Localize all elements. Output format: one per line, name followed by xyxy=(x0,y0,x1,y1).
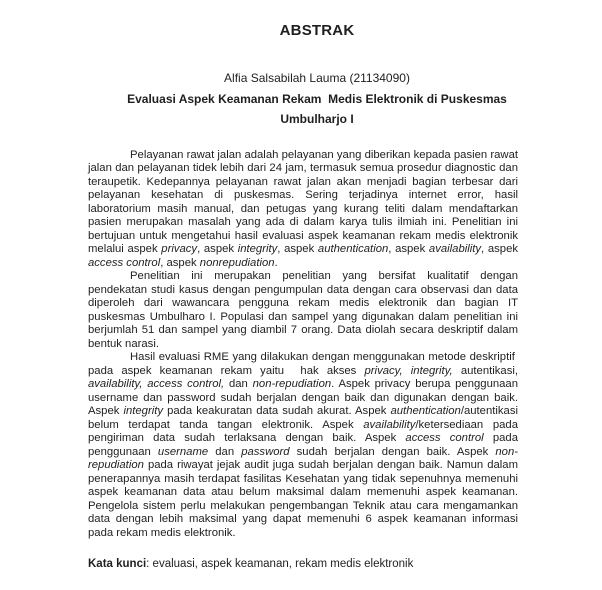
keywords-text: : evaluasi, aspek keamanan, rekam medis elektronik xyxy=(146,558,414,570)
author-line: Alfia Salsabilah Lauma (21134090) xyxy=(224,71,410,85)
paragraph: Pelayanan rawat jalan adalah pelayanan yang diberikan kepada pasien rawat jalan dan pelayanan tidek lebih dari 24 jam, termasuk semua prosedur diagnostic dan teraupetik. Kedepannya pelayanan rawat jalan akan menjadi bagian terbesar dari pelayanan kesehatan di puskesmas. Sering terjadinya internet error, hasil laboratorium masih manual, dan petugas yang kurang teliti dalam mendaftarkan pasien merupakan masalah yang ada di dalam karya tulis ilmiah ini. Penelitian ini bertujuan untuk mengetahui hasil evaluasi aspek keamanan rekam medis elektronik melalui aspek privacy, aspek integrity, aspek authentication, aspek availability, aspek access control, aspek nonrepudiation. xyxy=(88,148,519,269)
thesis-title-line2: Umbulharjo I xyxy=(280,112,354,126)
header-block xyxy=(16,68,602,130)
paragraph: Penelitian ini merupakan penelitian yang bersifat kualitatif dengan pendekatan studi kasus dengan pengumpulan data dengan cara observasi dan data diperoleh dari wawancara pengguna rekam medis elektronik dan bagian IT puskesmas Umbulharo I. Populasi dan sampel yang digunakan dalam penelitian ini berjumlah 51 dan sampel yang diambil 7 orang. Data diolah secara deskriptif dalam bentuk narasi. xyxy=(88,270,518,350)
keywords-label: Kata kunci xyxy=(88,558,147,570)
abstract-body xyxy=(88,149,518,541)
keywords-line xyxy=(88,558,528,572)
paragraph: Hasil evaluasi RME yang dilakukan dengan menggunakan metode deskriptif pada aspek keamanan rekam yaitu hak akses privacy, integrity, autentikasi, availability, access control, dan non-repudiation. Aspek privacy berupa penggunaan username dan password sudah berjalan dengan baik dan digunakan dengan baik. Aspek integrity pada keakuratan data sudah akurat. Aspek authentication/autentikasi belum terdapat tanda tangan elektronik. Aspek availability/ketersediaan pada pengiriman data sudah terlaksana dengan baik. Aspek access control pada penggunaan username dan password sudah berjalan dengan baik. Aspek non-repudiation pada riwayat jejak audit juga sudah berjalan dengan baik. Namun dalam penerapannya masih terdapat fasilitas Kesehatan yang tidak sepenuhnya memenuhi aspek keamanan data atau belum maksimal dalam memenuhi aspek keamanan. Pengelola sistem perlu melakukan pengembangan Teknik atau cara mengamankan data dengan lebih maksimal yang dapat memenuhi 6 aspek keamanan informasi pada rekam medis elektronik. xyxy=(88,351,519,539)
thesis-title-line1: Evaluasi Aspek Keamanan Rekam Medis Elektronik di Puskesmas xyxy=(127,91,507,106)
page-title: ABSTRAK xyxy=(279,22,355,39)
